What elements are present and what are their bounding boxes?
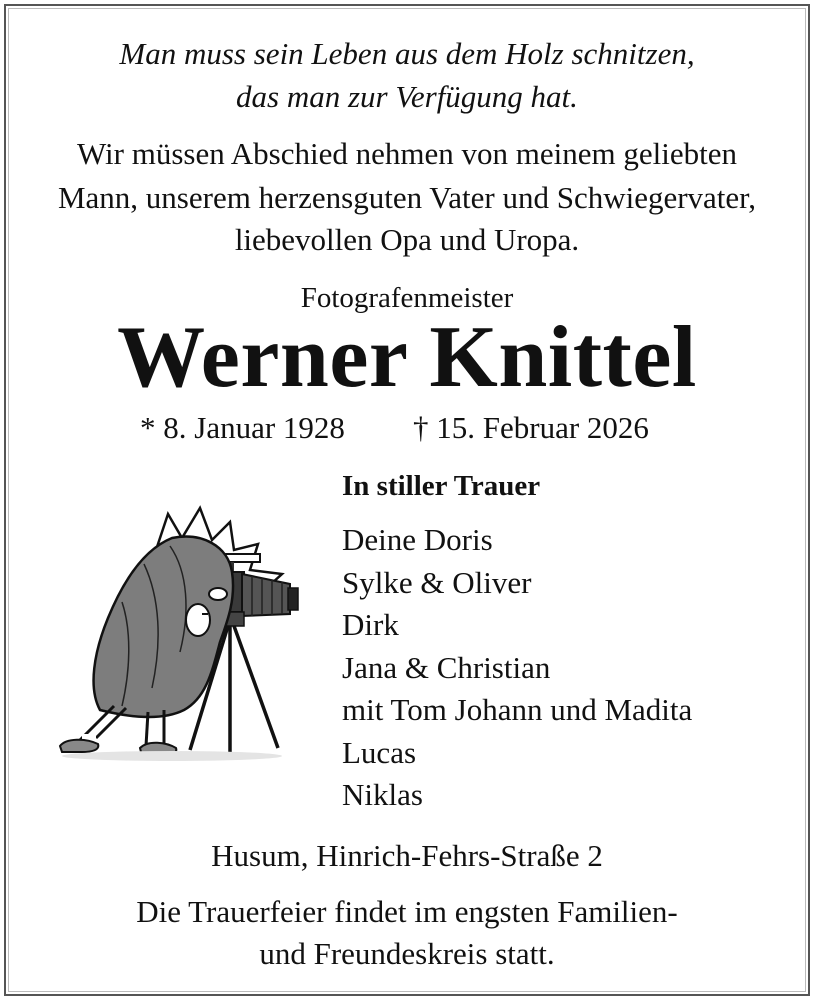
- mourner-name: Lucas: [342, 734, 417, 770]
- mourner-name: Sylke & Oliver: [342, 564, 532, 600]
- mourners-heading: In stiller Trauer: [342, 470, 541, 502]
- quote-line-1: Man muss sein Leben aus dem Holz schnitzen,: [119, 36, 695, 71]
- photographer-with-camera-icon: [52, 502, 302, 764]
- intro-line-2: Mann, unserem herzensguten Vater und Schwiegervater,: [57, 180, 757, 215]
- mourners-list: [342, 466, 782, 817]
- address: Husum, Hinrich-Fehrs-Straße 2: [211, 838, 603, 873]
- closing-line-1: Die Trauerfeier findet im engsten Familien-: [136, 894, 678, 929]
- mourner-name: Jana & Christian: [342, 649, 551, 685]
- mourner-name: Dirk: [342, 607, 399, 642]
- death-date: † 15. Februar 2026: [413, 410, 649, 445]
- intro-line-3: liebevollen Opa und Uropa.: [234, 222, 580, 257]
- closing-line-2: und Freundeskreis statt.: [259, 936, 555, 971]
- mourner-name: Deine Doris: [342, 522, 493, 557]
- quote-line-2: das man zur Verfügung hat.: [236, 79, 578, 114]
- intro-line-1: Wir müssen Abschied nehmen von meinem geliebten: [77, 136, 737, 171]
- mourner-name: Niklas: [342, 777, 423, 812]
- deceased-title: Fotografenmeister: [300, 282, 514, 314]
- birth-date: * 8. Januar 1928: [140, 410, 345, 445]
- mourner-name: mit Tom Johann und Madita: [342, 692, 693, 727]
- deceased-name: Werner Knittel: [117, 309, 697, 406]
